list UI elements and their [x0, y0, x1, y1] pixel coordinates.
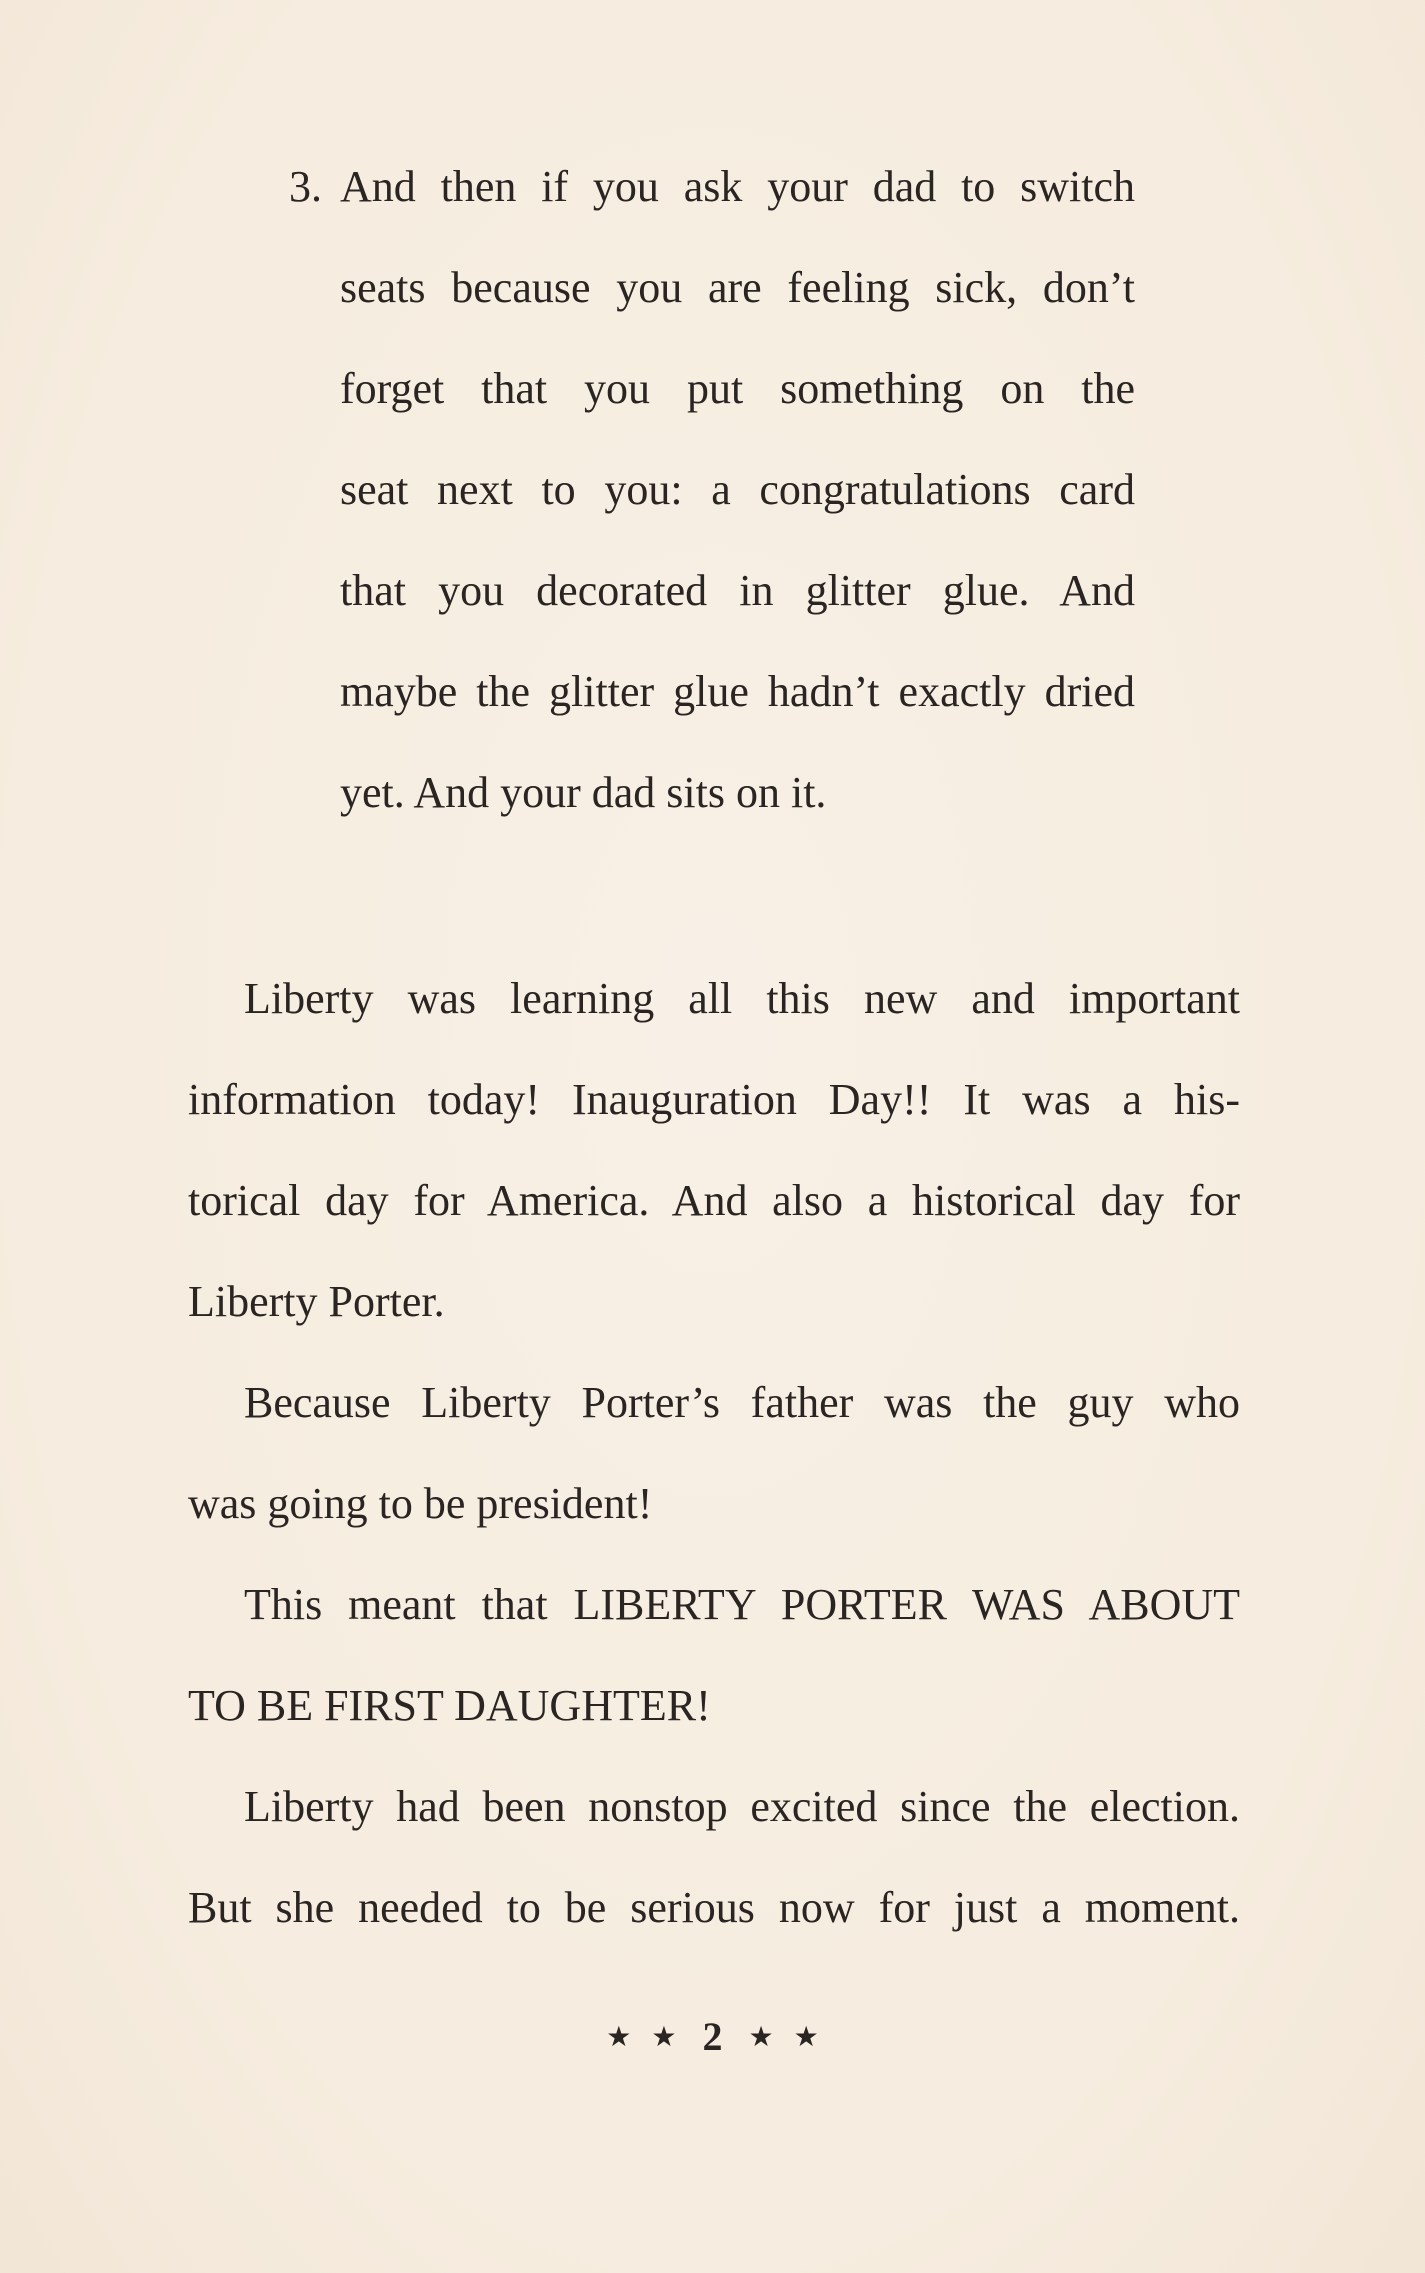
paragraph-line: Liberty was learning all this new and important	[244, 974, 1240, 1023]
paragraph-line: This meant that LIBERTY PORTER WAS ABOUT	[244, 1580, 1240, 1629]
list-item-line: maybe the glitter glue hadn’t exactly dried	[340, 667, 1135, 716]
star-icon: ★	[606, 2022, 632, 2053]
star-icon: ★	[651, 2022, 677, 2053]
star-icon: ★	[793, 2022, 819, 2053]
paragraph-line: But she needed to be serious now for just a moment.	[188, 1883, 1240, 1932]
page-folio	[0, 1997, 1425, 2078]
paragraph-line: TO BE FIRST DAUGHTER!	[188, 1681, 711, 1730]
page-number: 2	[702, 2014, 723, 2059]
list-item-line: yet. And your dad sits on it.	[340, 768, 827, 817]
paragraph-line: Because Liberty Porter’s father was the guy who	[244, 1378, 1240, 1427]
paragraph-line: Liberty Porter.	[188, 1277, 445, 1326]
paragraph-line: Liberty had been nonstop excited since the election.	[244, 1782, 1240, 1831]
list-item-line: that you decorated in glitter glue. And	[340, 566, 1135, 615]
list-item-line: And then if you ask your dad to switch	[340, 162, 1135, 211]
list-item-line: seat next to you: a congratulations card	[340, 465, 1135, 514]
paragraph-line: torical day for America. And also a historical day for	[188, 1176, 1240, 1225]
paragraph-line: information today! Inauguration Day!! It was a his-	[188, 1075, 1240, 1124]
list-item-line: seats because you are feeling sick, don’t	[340, 263, 1135, 312]
star-icon: ★	[748, 2022, 774, 2053]
paragraph-line: was going to be president!	[188, 1479, 653, 1528]
list-item-number: 3.	[289, 162, 322, 211]
list-item-line: forget that you put something on the	[340, 364, 1135, 413]
